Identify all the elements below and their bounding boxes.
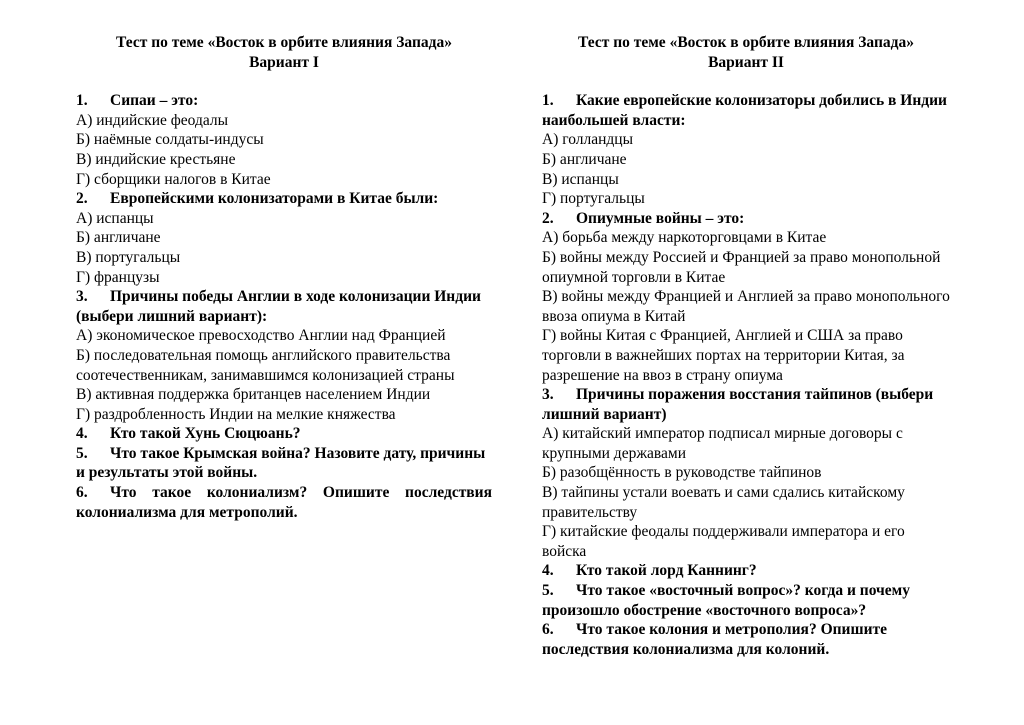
- question-6: [76, 483, 492, 522]
- answer-option: А) китайский император подписал мирные договоры с крупными державами: [542, 425, 903, 462]
- question-text: Опиумные войны – это:: [576, 209, 745, 227]
- question-text: Европейскими колонизаторами в Китае были:: [110, 190, 439, 208]
- answer-option: В) тайпины устали воевать и сами сдались китайскому правительству: [542, 484, 905, 521]
- answer-option: Б) англичане: [76, 229, 161, 247]
- answer-option: Б) разобщённость в руководстве тайпинов: [542, 464, 822, 482]
- question-number: 4.: [542, 562, 554, 580]
- answer-option: В) активная поддержка британцев населением Индии: [76, 386, 431, 404]
- test-title: Тест по теме «Восток в орбите влияния Запада»: [116, 34, 452, 51]
- question-text: Что такое колония и метрополия? Опишите последствия колониализма для колоний.: [542, 621, 887, 658]
- question-number: 2.: [542, 209, 554, 227]
- question-text: Причины поражения восстания тайпинов (выбери лишний вариант): [542, 386, 934, 423]
- question-number: 2.: [76, 190, 88, 208]
- question-text: Что такое «восточный вопрос»? когда и почему произошло обострение «восточного вопроса»?: [542, 582, 910, 619]
- question-6: [542, 620, 950, 659]
- question-4: [542, 561, 950, 581]
- question-number: 5.: [542, 582, 554, 600]
- question-number: 1.: [542, 92, 554, 110]
- answer-option: Г) французы: [76, 268, 160, 286]
- question-text: Кто такой Хунь Сюцюань?: [110, 425, 301, 443]
- answer-option: В) индийские крестьяне: [76, 150, 236, 168]
- question-1: [76, 91, 492, 111]
- answer-option: А) борьба между наркоторговцами в Китае: [542, 229, 827, 247]
- answer-option: Г) китайские феодалы поддерживали императора и его войска: [542, 523, 905, 560]
- answer-option: Б) англичане: [542, 150, 627, 168]
- variant-1-column: [76, 33, 492, 522]
- question-text: Какие европейские колонизаторы добились в Индии наибольшей власти:: [542, 92, 947, 129]
- answer-option: Б) последовательная помощь английского правительства соотечественникам, занимавшимся колонизацией страны: [76, 346, 455, 384]
- answer-option: Г) португальцы: [542, 190, 645, 208]
- question-5: [542, 581, 950, 620]
- question-number: 3.: [76, 288, 88, 306]
- answer-option: А) голландцы: [542, 131, 633, 149]
- question-text: Что такое Крымская война? Назовите дату, причины и результаты этой войны.: [76, 444, 486, 482]
- question-2: [76, 189, 492, 209]
- question-text: Причины победы Англии в ходе колонизации Индии (выбери лишний вариант):: [76, 288, 481, 325]
- question-2: [542, 209, 950, 229]
- answer-option: Г) войны Китая с Францией, Англией и США за право торговли в важнейших портах на территории Китая, за разрешение на ввоз в страну опиума: [542, 327, 905, 384]
- answer-option: В) испанцы: [542, 170, 619, 188]
- answer-option: Г) раздробленность Индии на мелкие княжества: [76, 405, 396, 423]
- variant-2-column: [542, 33, 950, 659]
- answer-option: А) испанцы: [76, 209, 154, 227]
- answer-option: Б) наёмные солдаты-индусы: [76, 131, 264, 149]
- question-4: [76, 424, 492, 444]
- answer-option: А) экономическое превосходство Англии над Францией: [76, 327, 446, 345]
- answer-option: Г) сборщики налогов в Китае: [76, 170, 271, 188]
- answer-option: В) войны между Францией и Англией за право монопольного ввоза опиума в Китай: [542, 288, 950, 325]
- answer-option: А) индийские феодалы: [76, 111, 229, 129]
- test-title: Тест по теме «Восток в орбите влияния Запада»: [578, 34, 914, 51]
- answer-option: Б) войны между Россией и Францией за право монопольной опиумной торговли в Китае: [542, 248, 941, 286]
- question-text: Сипаи – это:: [110, 92, 199, 110]
- variant-label: Вариант I: [249, 53, 319, 71]
- variant-label: Вариант II: [708, 53, 784, 71]
- question-1: [542, 91, 950, 130]
- question-3: [542, 385, 950, 424]
- question-number: 1.: [76, 92, 88, 110]
- question-3: [76, 287, 492, 326]
- question-number: 6.: [76, 484, 88, 502]
- answer-option: В) португальцы: [76, 248, 181, 266]
- question-number: 3.: [542, 386, 554, 404]
- question-text: Что такое колониализм? Опишите последствия колониализма для метрополий.: [76, 484, 492, 521]
- question-number: 5.: [76, 444, 88, 462]
- question-number: 4.: [76, 425, 88, 443]
- question-5: [76, 444, 492, 483]
- question-number: 6.: [542, 621, 554, 639]
- question-text: Кто такой лорд Каннинг?: [576, 562, 757, 580]
